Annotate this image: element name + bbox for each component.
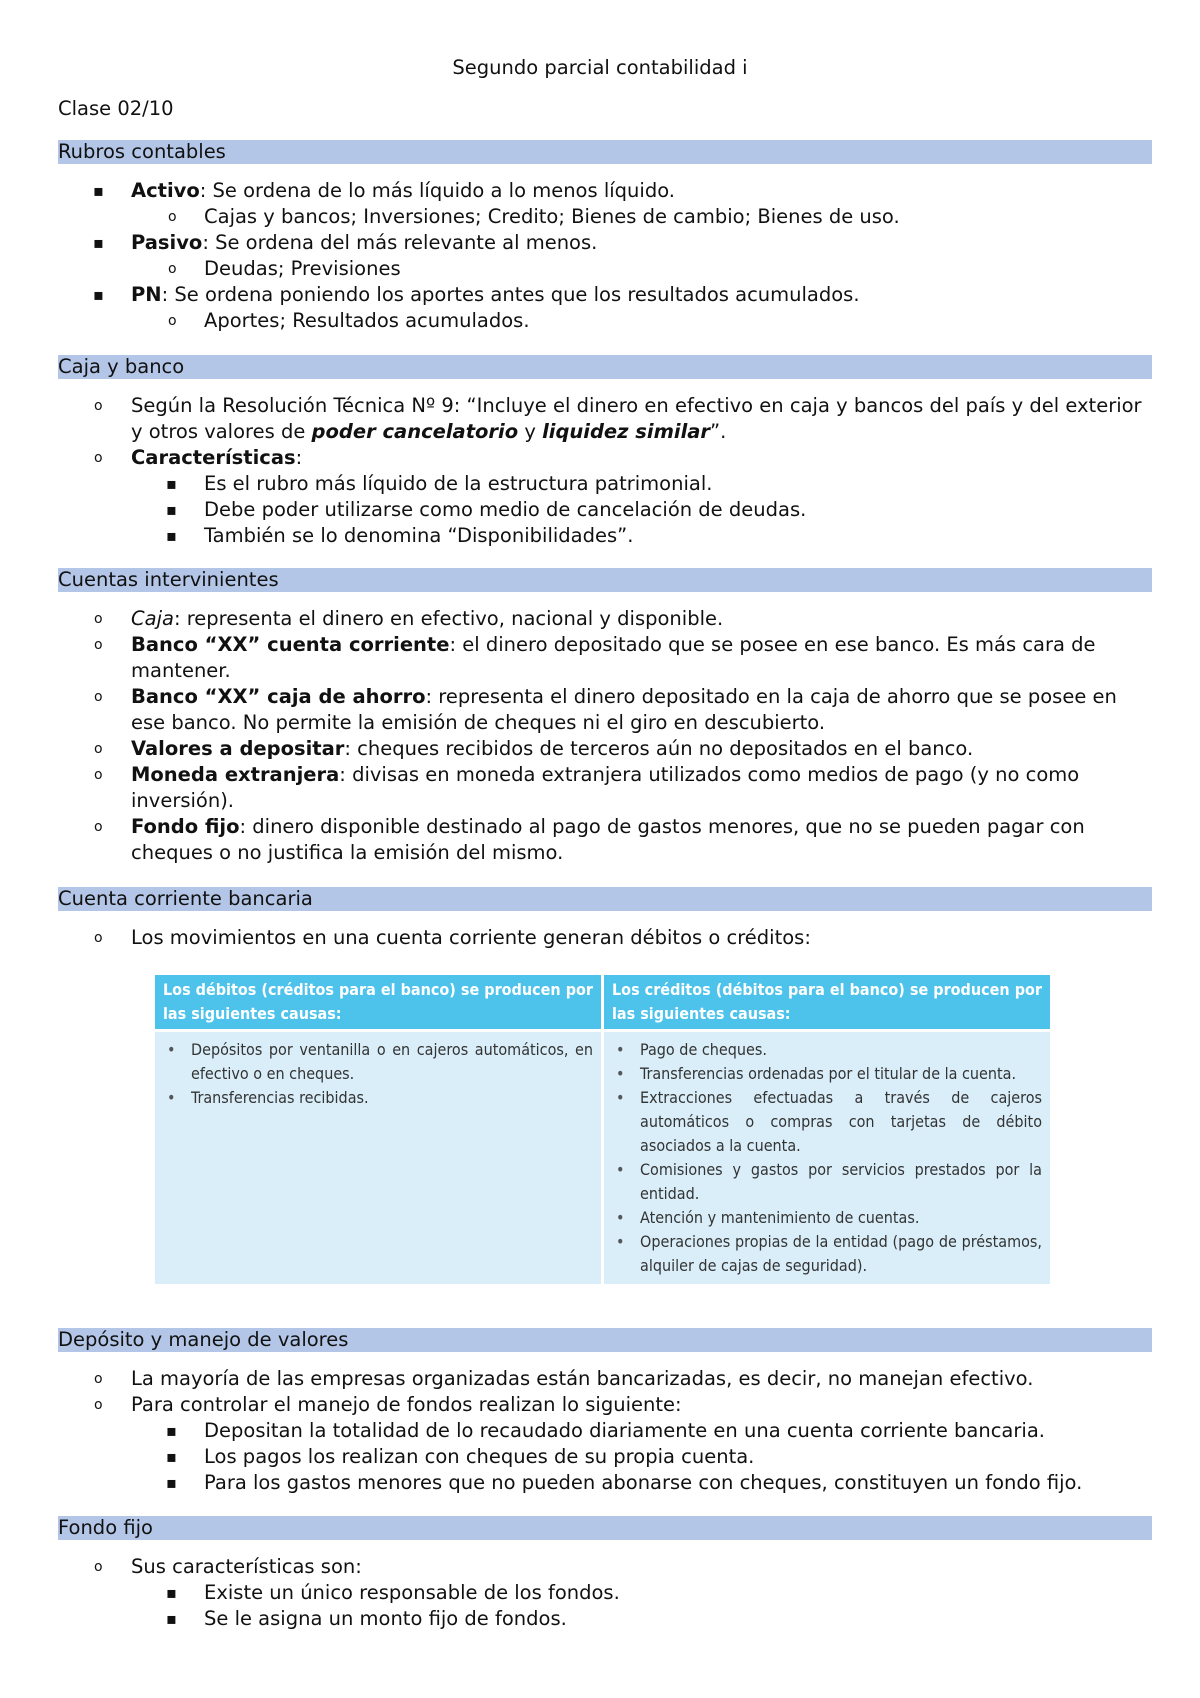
term-pn: PN [131,283,162,306]
section-header: Cuenta corriente bancaria [58,887,1152,911]
list-item: o La mayoría de las empresas organizadas están bancarizadas, es decir, no manejan efectivo. [58,1366,1152,1392]
list-item [58,445,1152,471]
table-list-item: • Pago de cheques. [612,1038,1042,1062]
debits-credits-table [155,975,1050,1284]
table-header-credits: Los créditos (débitos para el banco) se producen por las siguientes causas: [603,975,1051,1031]
table-list-item: • Transferencias recibidas. [163,1086,593,1110]
table-cell-debits [155,1031,603,1285]
term-fondo-fijo: Fondo fijo [131,815,240,838]
section-fondo-fijo [58,1516,1152,1632]
section-header: Depósito y manejo de valores [58,1328,1152,1352]
item-text: : el dinero depositado que se posee en ese banco. Es más cara de mantener. [131,633,1096,682]
section-cuentas [58,568,1152,866]
list-item [58,178,1152,204]
table-list-item: • Atención y mantenimiento de cuentas. [612,1206,1042,1230]
item-text: ”. [710,420,727,443]
item-text: : representa el dinero depositado en la caja de ahorro que se posee en ese banco. No permite la emisión de cheques ni el giro en descubierto. [131,685,1117,734]
table-list-item: • Extracciones efectuadas a través de cajeros automáticos o compras con tarjetas de débito asociados a la cuenta. [612,1086,1042,1158]
list-item: ▪ Para los gastos menores que no pueden abonarse con cheques, constituyen un fondo fijo. [58,1470,1152,1496]
emphasis-text: liquidez similar [542,420,711,443]
list-item [58,230,1152,256]
section-header: Caja y banco [58,355,1152,379]
term-caja: Caja [131,607,174,630]
table-list-item: • Transferencias ordenadas por el titular de la cuenta. [612,1062,1042,1086]
list-item: ▪ Los pagos los realizan con cheques de su propia cuenta. [58,1444,1152,1470]
term-caja-ahorro: Banco “XX” caja de ahorro [131,685,426,708]
list-item: o Sus características son: [58,1554,1152,1580]
section-caja-banco [58,355,1152,549]
item-text: : Se ordena del más relevante al menos. [202,231,598,254]
list-item [58,762,1152,814]
list-item: ▪ Es el rubro más líquido de la estructura patrimonial. [58,471,1152,497]
emphasis-text: poder cancelatorio [311,420,519,443]
table-cell-credits [603,1031,1051,1285]
table-list-item: • Depósitos por ventanilla o en cajeros automáticos, en efectivo o en cheques. [163,1038,593,1086]
section-header: Rubros contables [58,140,1152,164]
term-valores-depositar: Valores a depositar [131,737,345,760]
list-item: o Los movimientos en una cuenta corriente generan débitos o créditos: [58,925,1152,951]
list-item: o Deudas; Previsiones [58,256,1152,282]
term-activo: Activo [131,179,200,202]
term-caracteristicas: Características [131,446,296,469]
list-item [58,736,1152,762]
item-text: : representa el dinero en efectivo, nacional y disponible. [173,607,724,630]
section-deposito [58,1328,1152,1496]
class-date: Clase 02/10 [58,97,174,120]
section-rubros [58,140,1152,334]
list-item [58,282,1152,308]
list-item [58,632,1152,684]
list-item: o Para controlar el manejo de fondos realizan lo siguiente: [58,1392,1152,1418]
section-header: Cuentas intervinientes [58,568,1152,592]
term-pasivo: Pasivo [131,231,203,254]
section-cuenta-corriente [58,887,1152,951]
list-item: ▪ Se le asigna un monto fijo de fondos. [58,1606,1152,1632]
table-header-debits: Los débitos (créditos para el banco) se producen por las siguientes causas: [155,975,603,1031]
list-item: ▪ Depositan la totalidad de lo recaudado diariamente en una cuenta corriente bancaria. [58,1418,1152,1444]
list-item: ▪ Existe un único responsable de los fondos. [58,1580,1152,1606]
list-item [58,684,1152,736]
item-text: : cheques recibidos de terceros aún no depositados en el banco. [344,737,974,760]
item-text: : Se ordena poniendo los aportes antes que los resultados acumulados. [161,283,860,306]
document-title: Segundo parcial contabilidad i [452,56,748,79]
list-item [58,393,1152,445]
list-item [58,814,1152,866]
list-item: o Cajas y bancos; Inversiones; Credito; Bienes de cambio; Bienes de uso. [58,204,1152,230]
item-text: : [295,446,303,469]
item-text: : Se ordena de lo más líquido a lo menos líquido. [199,179,676,202]
list-item: ▪ Debe poder utilizarse como medio de cancelación de deudas. [58,497,1152,523]
table-list-item: • Operaciones propias de la entidad (pago de préstamos, alquiler de cajas de seguridad). [612,1230,1042,1278]
list-item: o Aportes; Resultados acumulados. [58,308,1152,334]
table-list-item: • Comisiones y gastos por servicios prestados por la entidad. [612,1158,1042,1206]
list-item: ▪ También se lo denomina “Disponibilidades”. [58,523,1152,549]
item-text: : divisas en moneda extranjera utilizados como medios de pago (y no como inversión). [131,763,1080,812]
list-item [58,606,1152,632]
term-cuenta-corriente: Banco “XX” cuenta corriente [131,633,450,656]
item-text: y [518,420,543,443]
term-moneda-extranjera: Moneda extranjera [131,763,340,786]
section-header: Fondo fijo [58,1516,1152,1540]
item-text: Según la Resolución Técnica Nº 9: “Incluye el dinero en efectivo en caja y bancos del país y del exterior y otros valores de [131,394,1142,443]
item-text: : dinero disponible destinado al pago de gastos menores, que no se pueden pagar con cheques o no justifica la emisión del mismo. [131,815,1085,864]
